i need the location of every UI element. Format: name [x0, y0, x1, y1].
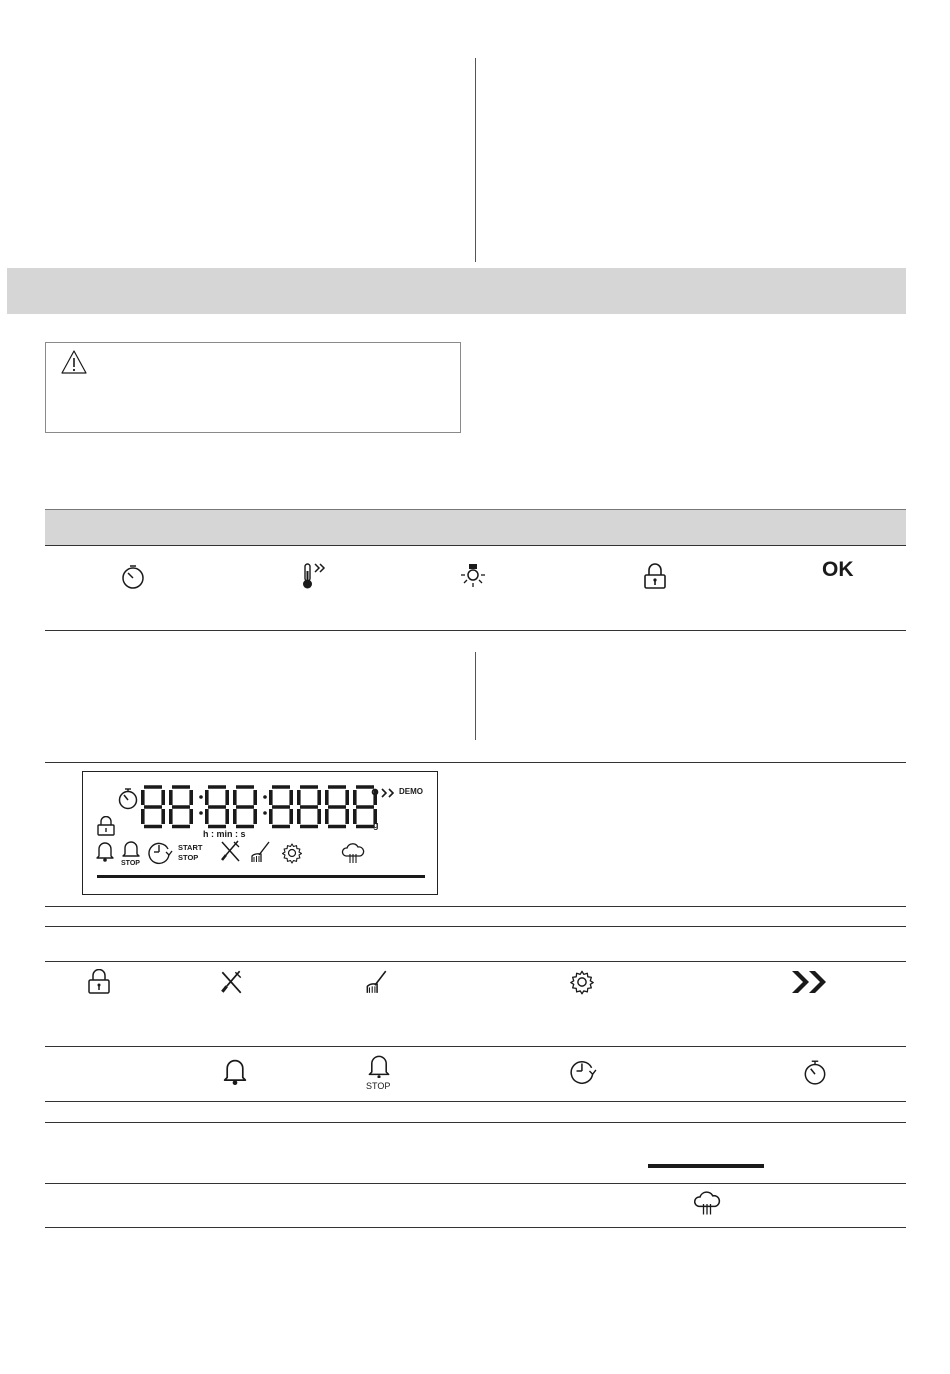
lock-icon: [642, 563, 668, 591]
degree-icon: [371, 788, 379, 796]
steam-cloud-icon: [693, 1191, 721, 1217]
display-demo-label: DEMO: [399, 787, 423, 796]
bell-stop-label: STOP: [366, 1081, 391, 1091]
display-steam-cloud-icon: [341, 843, 365, 865]
display-colon-dot: [199, 795, 203, 799]
display-assisted-cooking-icon: [219, 839, 241, 863]
display-start-label: START: [178, 843, 203, 852]
heat-up-indicator-bar: [648, 1164, 764, 1168]
cleaning-brush-icon: [364, 969, 388, 995]
display-cleaning-brush-icon: [249, 840, 271, 864]
display-digits: [139, 784, 379, 830]
table-row-divider: [45, 1122, 906, 1123]
display-timer-icon: [117, 786, 141, 810]
display-bell-stop-icon: [121, 840, 141, 858]
lamp-icon: [459, 562, 487, 590]
display-bell-stop-label: STOP: [121, 860, 140, 867]
control-panel-table-header: [45, 509, 906, 546]
display-illustration: [82, 771, 438, 895]
display-lock-icon: [96, 816, 116, 836]
timer-icon: [120, 563, 148, 591]
table-row-divider: [45, 630, 906, 631]
table-row-divider: [45, 926, 906, 927]
display-colon-dot: [263, 795, 267, 799]
table-row-divider: [45, 762, 906, 763]
table-bottom-border: [45, 1227, 906, 1228]
display-stop-label: STOP: [178, 853, 199, 862]
display-time-units: h : min : s: [203, 829, 246, 839]
table-row-divider: [45, 1101, 906, 1102]
display-delay-clock-icon: [147, 839, 173, 865]
double-chevron-icon: [790, 969, 832, 995]
alarm-bell-icon: [222, 1056, 248, 1086]
lock-icon: [87, 969, 111, 995]
column-divider-middle: [475, 652, 476, 740]
table-row-divider: [45, 906, 906, 907]
delay-clock-icon: [569, 1057, 597, 1085]
bell-stop-icon: [367, 1054, 391, 1078]
settings-gear-icon: [569, 969, 595, 995]
display-alarm-bell-icon: [95, 840, 115, 862]
display-colon-dot: [199, 811, 203, 815]
display-settings-gear-icon: [281, 842, 303, 864]
display-gram-unit: g: [373, 820, 379, 830]
table-row-divider: [45, 1046, 906, 1047]
assisted-cooking-icon: [219, 969, 243, 995]
double-chevron-icon: [381, 788, 397, 798]
fast-heat-up-icon: [300, 561, 334, 591]
table-row-divider: [45, 1183, 906, 1184]
display-progress-bar: [97, 875, 425, 878]
timer-icon: [802, 1058, 828, 1086]
warning-triangle-icon: [60, 349, 88, 375]
warning-box: [45, 342, 461, 433]
column-divider-top: [475, 58, 476, 262]
table-row-divider: [45, 961, 906, 962]
section-heading-bar: [7, 268, 906, 314]
ok-icon: OK: [822, 558, 854, 581]
display-colon-dot: [263, 811, 267, 815]
